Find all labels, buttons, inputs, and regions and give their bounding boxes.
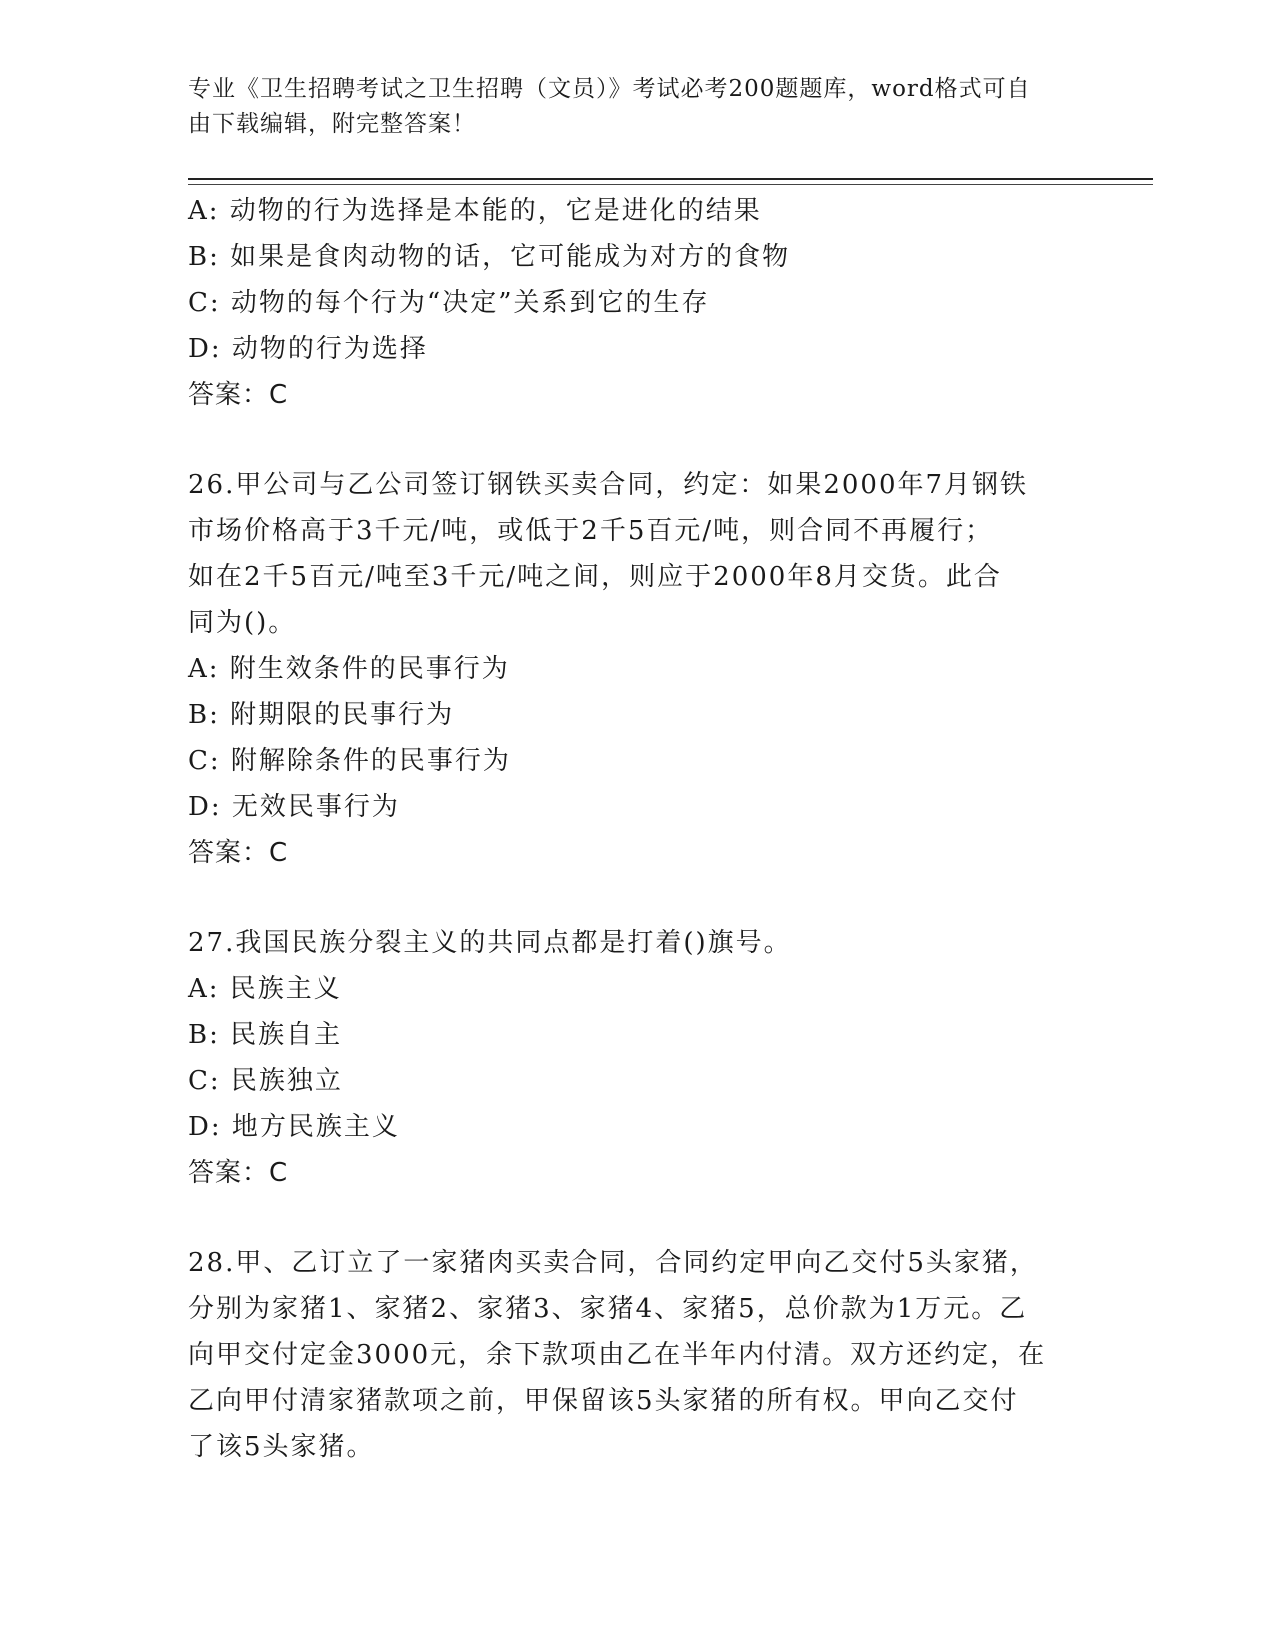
option-c: C: 民族独立 (188, 1066, 343, 1096)
option-b: B: 如果是食肉动物的话，它可能成为对方的食物 (188, 242, 791, 272)
answer-line: 答案：C (188, 1158, 289, 1188)
option-b: B: 民族自主 (188, 1020, 343, 1050)
spacer (188, 1196, 1088, 1240)
question-text-line: 27.我国民族分裂主义的共同点都是打着()旗号。 (188, 928, 792, 958)
header-divider-thick (188, 178, 1153, 180)
answer-line: 答案：C (188, 838, 289, 868)
option-a: A: 附生效条件的民事行为 (188, 654, 510, 684)
question-block-28 (188, 1240, 1088, 1470)
question-text (188, 920, 1088, 966)
option-b: B: 附期限的民事行为 (188, 700, 455, 730)
option-d: D: 动物的行为选择 (188, 334, 428, 364)
question-text-line: 乙向甲付清家猪款项之前，甲保留该5头家猪的所有权。甲向乙交付 (188, 1386, 1019, 1416)
header-line-1: 专业《卫生招聘考试之卫生招聘（文员）》考试必考200题题库，word格式可自 (188, 76, 1031, 102)
question-text-line: 分别为家猪1、家猪2、家猪3、家猪4、家猪5，总价款为1万元。乙 (188, 1294, 1028, 1324)
question-text-line: 了该5头家猪。 (188, 1432, 375, 1462)
document-header (188, 72, 1068, 142)
header-line-2: 由下载编辑，附完整答案！ (188, 111, 476, 137)
header-divider-thin (188, 184, 1153, 185)
question-text-line: 26.甲公司与乙公司签订钢铁买卖合同，约定：如果2000年7月钢铁 (188, 470, 1029, 500)
question-text-line: 如在2千5百元/吨至3千元/吨之间，则应于2000年8月交货。此合 (188, 562, 1002, 592)
question-list (188, 188, 1088, 1470)
question-block-25 (188, 188, 1088, 418)
spacer (188, 876, 1088, 920)
option-c: C: 动物的每个行为“决定”关系到它的生存 (188, 288, 710, 318)
question-text-line: 市场价格高于3千元/吨，或低于2千5百元/吨，则合同不再履行； (188, 516, 994, 546)
option-d: D: 无效民事行为 (188, 792, 400, 822)
option-a: A: 动物的行为选择是本能的，它是进化的结果 (188, 196, 762, 226)
answer-line: 答案：C (188, 380, 289, 410)
question-text-line: 28.甲、乙订立了一家猪肉买卖合同，合同约定甲向乙交付5头家猪， (188, 1248, 1038, 1278)
option-a: A: 民族主义 (188, 974, 342, 1004)
question-text-line: 向甲交付定金3000元，余下款项由乙在半年内付清。双方还约定，在 (188, 1340, 1047, 1370)
option-d: D: 地方民族主义 (188, 1112, 400, 1142)
spacer (188, 418, 1088, 462)
option-c: C: 附解除条件的民事行为 (188, 746, 511, 776)
question-block-27 (188, 920, 1088, 1196)
question-block-26 (188, 462, 1088, 876)
question-text (188, 462, 1088, 646)
question-text (188, 1240, 1088, 1470)
question-text-line: 同为()。 (188, 608, 297, 638)
